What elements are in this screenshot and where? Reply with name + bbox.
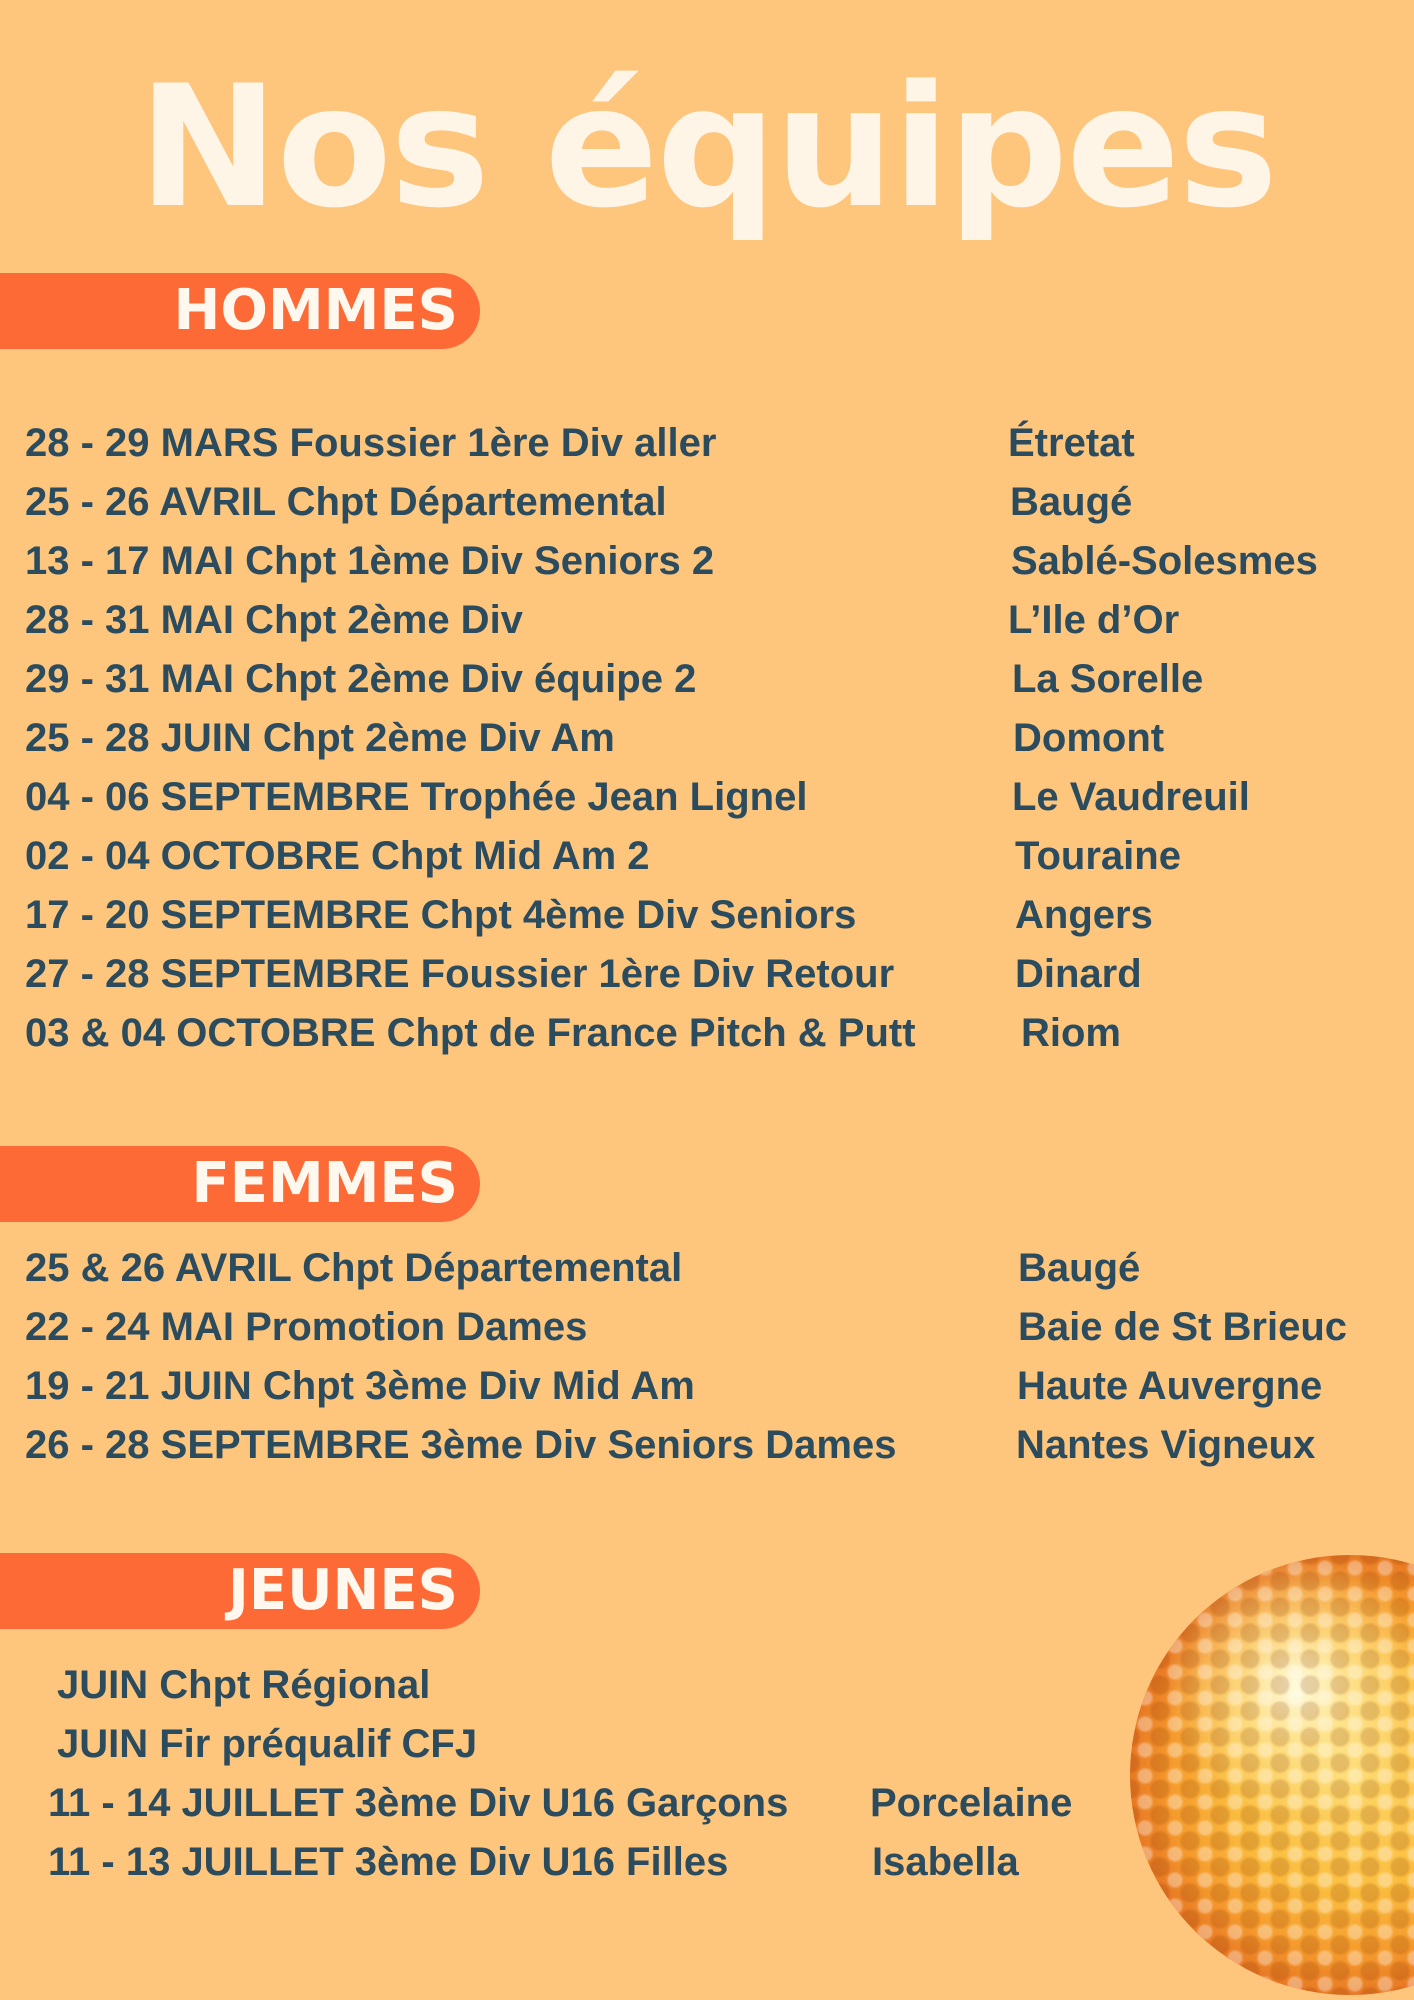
event-location: Baugé bbox=[1018, 1246, 1141, 1290]
golf-ball-image bbox=[1130, 1555, 1414, 1995]
event-location: Touraine bbox=[1015, 834, 1181, 878]
event-location: Nantes Vigneux bbox=[1016, 1423, 1316, 1467]
event-location: Dinard bbox=[1015, 952, 1142, 996]
section-tag-hommes: HOMMES bbox=[0, 273, 480, 349]
event-name: 13 - 17 MAI Chpt 1ème Div Seniors 2 bbox=[25, 539, 715, 583]
event-name: 28 - 31 MAI Chpt 2ème Div bbox=[25, 598, 523, 642]
event-name: JUIN Fir préqualif CFJ bbox=[57, 1722, 478, 1766]
event-name: 17 - 20 SEPTEMBRE Chpt 4ème Div Seniors bbox=[25, 893, 857, 937]
page-title: Nos équipes bbox=[137, 49, 1277, 245]
event-location: Porcelaine bbox=[870, 1781, 1073, 1825]
golf-ball-dimples bbox=[1130, 1555, 1414, 1995]
event-name: JUIN Chpt Régional bbox=[57, 1663, 431, 1707]
event-name: 11 - 14 JUILLET 3ème Div U16 Garçons bbox=[48, 1781, 789, 1825]
section-tag-jeunes: JEUNES bbox=[0, 1553, 480, 1629]
event-name: 28 - 29 MARS Foussier 1ère Div aller bbox=[25, 421, 717, 465]
event-name: 27 - 28 SEPTEMBRE Foussier 1ère Div Retour bbox=[25, 952, 895, 996]
event-name: 03 & 04 OCTOBRE Chpt de France Pitch & Putt bbox=[25, 1011, 916, 1055]
event-location: Riom bbox=[1021, 1011, 1121, 1055]
event-name: 22 - 24 MAI Promotion Dames bbox=[25, 1305, 588, 1349]
event-location: Baugé bbox=[1010, 480, 1133, 524]
event-location: Isabella bbox=[872, 1840, 1019, 1884]
event-location: Le Vaudreuil bbox=[1012, 775, 1250, 819]
event-name: 19 - 21 JUIN Chpt 3ème Div Mid Am bbox=[25, 1364, 695, 1408]
event-location: Baie de St Brieuc bbox=[1018, 1305, 1348, 1349]
event-location: Domont bbox=[1013, 716, 1165, 760]
event-name: 02 - 04 OCTOBRE Chpt Mid Am 2 bbox=[25, 834, 650, 878]
event-name: 25 - 28 JUIN Chpt 2ème Div Am bbox=[25, 716, 615, 760]
section-tag-femmes: FEMMES bbox=[0, 1146, 480, 1222]
event-name: 11 - 13 JUILLET 3ème Div U16 Filles bbox=[48, 1840, 729, 1884]
event-name: 26 - 28 SEPTEMBRE 3ème Div Seniors Dames bbox=[25, 1423, 897, 1467]
event-name: 25 & 26 AVRIL Chpt Départemental bbox=[25, 1246, 683, 1290]
event-location: Étretat bbox=[1008, 421, 1135, 465]
event-name: 25 - 26 AVRIL Chpt Départemental bbox=[25, 480, 667, 524]
event-location: Angers bbox=[1015, 893, 1153, 937]
event-location: Sablé-Solesmes bbox=[1011, 539, 1318, 583]
event-location: Haute Auvergne bbox=[1017, 1364, 1323, 1408]
event-location: La Sorelle bbox=[1012, 657, 1204, 701]
event-name: 04 - 06 SEPTEMBRE Trophée Jean Lignel bbox=[25, 775, 808, 819]
event-name: 29 - 31 MAI Chpt 2ème Div équipe 2 bbox=[25, 657, 697, 701]
event-location: L’Ile d’Or bbox=[1008, 598, 1180, 642]
